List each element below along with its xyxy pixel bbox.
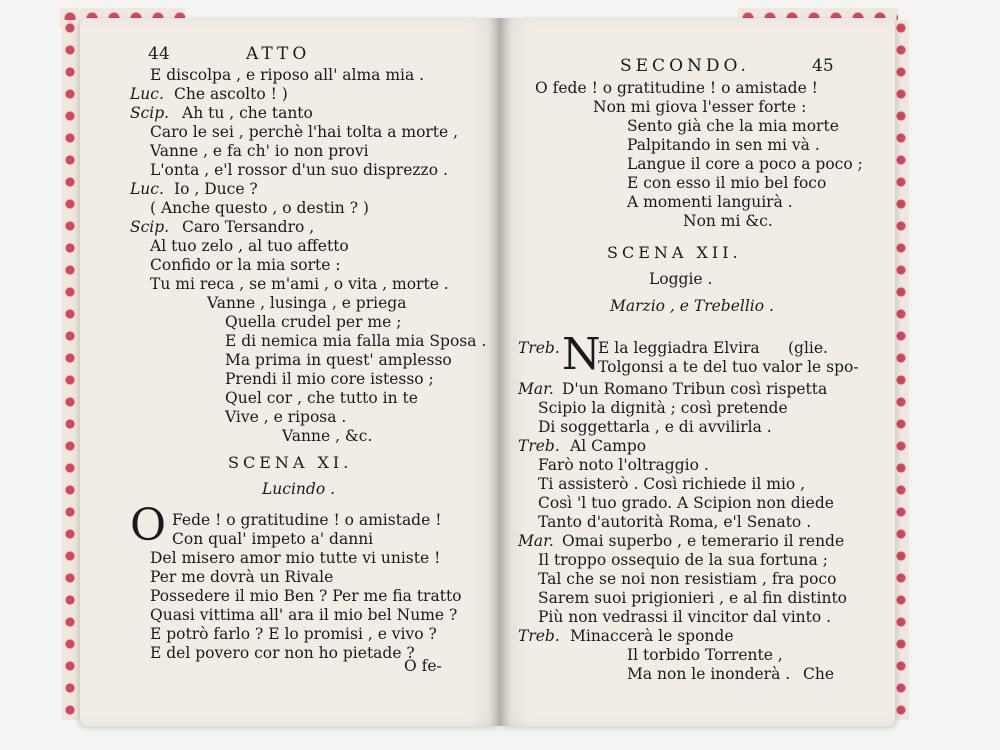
verse-line: Tanto d'autorità Roma, e'l Senato . — [538, 513, 812, 531]
verse-line: L'onta , e'l rossor d'un suo disprezzo . — [150, 161, 448, 179]
left-catchword: O fe- — [404, 657, 442, 675]
verse-line: Langue il core a poco a poco ; — [627, 155, 863, 173]
verse-line: Vanne , lusinga , e priega — [207, 294, 407, 312]
verse-line: Non mi &c. — [683, 212, 773, 230]
left-scene-title: SCENA XI. — [228, 453, 353, 472]
verse-line: ( Anche questo , o destin ? ) — [150, 199, 369, 217]
right-page-number: 45 — [812, 56, 834, 76]
verse-line: Tal che se noi non resistiam , fra poco — [538, 570, 837, 588]
verse-line: Minaccerà le sponde — [570, 627, 734, 645]
verse-line: Sarem suoi prigionieri , e al fin distinto — [538, 589, 848, 607]
verse-line: Così 'l tuo grado. A Scipion non diede — [538, 494, 834, 512]
verse-line: Del misero amor mio tutte vi uniste ! — [150, 549, 441, 567]
verse-line: O fede ! o gratitudine ! o amistade ! — [535, 79, 818, 97]
verse-line: A momenti languirà . — [627, 193, 793, 211]
left-drop-cap: O — [130, 500, 167, 551]
verse-line: Caro le sei , perchè l'hai tolta a morte , — [150, 123, 459, 141]
verse-line: Sento già che la mia morte — [627, 117, 839, 135]
verse-line: Più non vedrassi il vincitor dal vinto . — [538, 608, 832, 626]
speaker-label: Scip. — [130, 218, 170, 236]
verse-line: Vive , e riposa . — [225, 408, 347, 426]
right-scene-title: SCENA XII. — [607, 243, 742, 262]
book-gutter — [490, 18, 510, 726]
verse-line: Ti assisterò . Così richiede il mio , — [538, 475, 806, 493]
verse-line: Palpitando in sen mi và . — [627, 136, 820, 154]
verse-line: Il troppo ossequio de la sua fortuna ; — [538, 551, 828, 569]
verse-line: Di soggettarla , e di avvilirla . — [538, 418, 772, 436]
left-running-head: ATTO — [246, 44, 311, 64]
verse-line: Prendi il mio core istesso ; — [225, 370, 434, 388]
verse-line: Ah tu , che tanto — [182, 104, 313, 122]
verse-line: Con qual' impeto a' danni — [172, 530, 374, 548]
verse-line: E con esso il mio bel foco — [627, 174, 827, 192]
left-scene-character: Lucindo . — [262, 480, 336, 498]
right-drop-cap: N — [562, 329, 601, 380]
verse-line: Omai superbo , e temerario il rende — [562, 532, 845, 550]
patterned-edge-left — [62, 20, 82, 720]
verse-line: E del povero cor non ho pietade ? — [150, 644, 415, 662]
verse-line: Io , Duce ? — [174, 180, 258, 198]
speaker-label: Treb. — [518, 437, 560, 455]
right-first-line-end: (glie. — [788, 339, 828, 357]
right-scene-place: Loggie . — [649, 270, 713, 288]
verse-line: Che ascolto ! ) — [174, 85, 288, 103]
verse-line: Al Campo — [570, 437, 647, 455]
verse-line: Al tuo zelo , al tuo affetto — [150, 237, 349, 255]
verse-line: Possedere il mio Ben ? Per me fia tratto — [150, 587, 462, 605]
verse-line: Fede ! o gratitudine ! o amistade ! — [172, 511, 442, 529]
verse-line: Ma non le inonderà . — [627, 665, 791, 683]
verse-line: Ma prima in quest' amplesso — [225, 351, 452, 369]
verse-line: Quel cor , che tutto in te — [225, 389, 418, 407]
verse-line: E potrò farlo ? E lo promisi , e vivo ? — [150, 625, 437, 643]
verse-line: Quella crudel per me ; — [225, 313, 402, 331]
verse-line: Vanne , e fa ch' io non provi — [150, 142, 369, 160]
verse-line: Caro Tersandro , — [182, 218, 315, 236]
speaker-label: Mar. — [518, 380, 554, 398]
verse-line: Tu mi reca , se m'ami , o vita , morte . — [150, 275, 449, 293]
verse-line: Confido or la mia sorte : — [150, 256, 341, 274]
verse-line: Quasi vittima all' ara il mio bel Nume ? — [150, 606, 458, 624]
verse-line: Il torbido Torrente , — [627, 646, 783, 664]
left-page-number: 44 — [148, 44, 170, 64]
verse-line: Per me dovrà un Rivale — [150, 568, 334, 586]
speaker-label: Mar. — [518, 532, 554, 550]
verse-line: E discolpa , e riposo all' alma mia . — [150, 66, 425, 84]
right-first-speaker: Treb. — [518, 339, 560, 357]
right-catchword: Che — [803, 665, 835, 683]
right-running-head: SECONDO. — [620, 56, 750, 76]
verse-line: Non mi giova l'esser forte : — [593, 98, 807, 116]
right-first-line: E la leggiadra Elvira — [598, 339, 760, 357]
patterned-edge-right — [893, 20, 909, 720]
right-scene-characters: Marzio , e Trebellio . — [610, 297, 774, 315]
verse-line: Scipio la dignità ; così pretende — [538, 399, 788, 417]
right-second-line: Tolgonsi a te del tuo valor le spo- — [598, 358, 859, 376]
verse-line: Farò noto l'oltraggio . — [538, 456, 709, 474]
speaker-label: Luc. — [130, 85, 164, 103]
speaker-label: Scip. — [130, 104, 170, 122]
speaker-label: Treb. — [518, 627, 560, 645]
speaker-label: Luc. — [130, 180, 164, 198]
verse-line: E di nemica mia falla mia Sposa . — [225, 332, 487, 350]
verse-line: Vanne , &c. — [282, 427, 373, 445]
verse-line: D'un Romano Tribun così rispetta — [562, 380, 828, 398]
